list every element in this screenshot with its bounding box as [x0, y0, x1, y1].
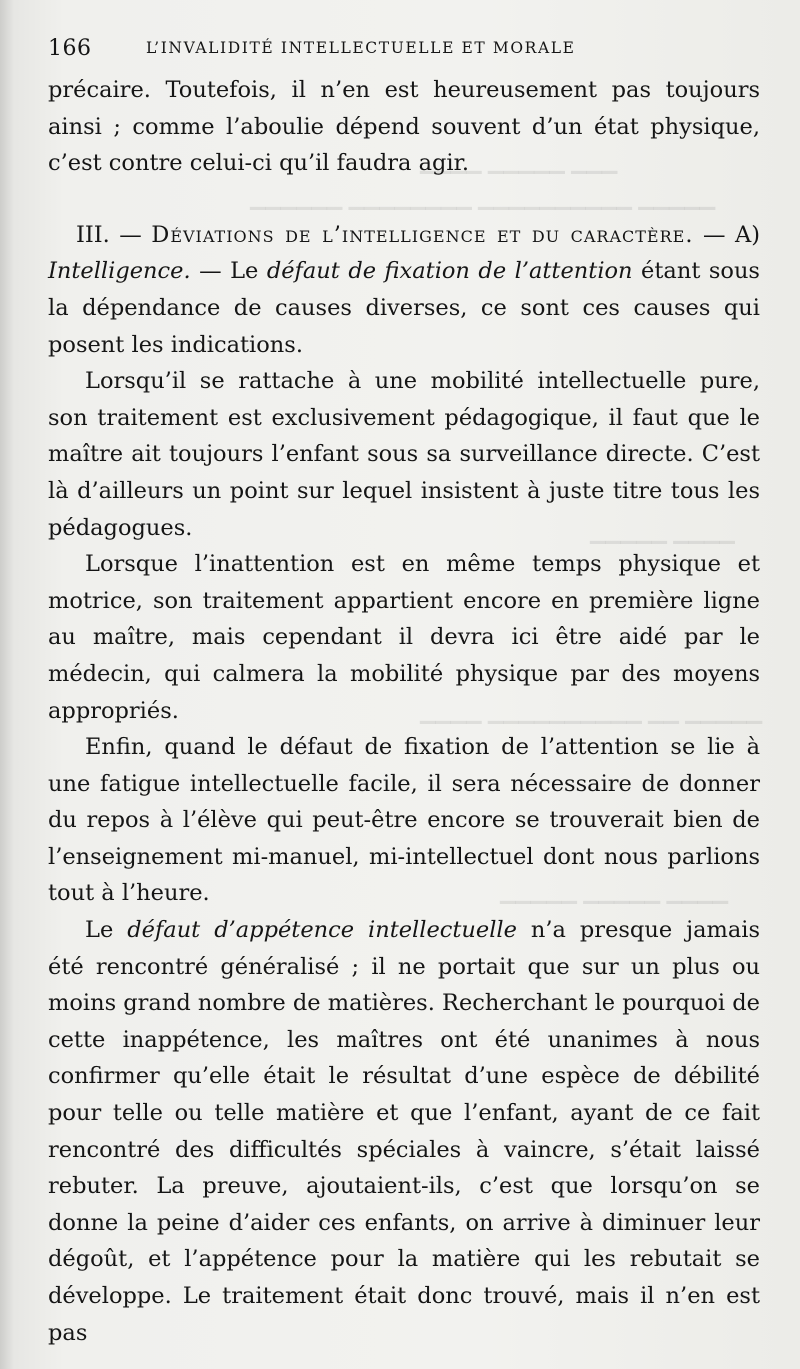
section-heading-paragraph: [48, 217, 760, 363]
paragraph-lead: Le: [230, 258, 267, 285]
show-through-texture: ▁▁▁▁ ▁▁▁▁▁: [590, 520, 735, 544]
paragraph: [48, 912, 760, 1351]
italic-term: défaut d’appétence intellectuelle: [127, 917, 517, 944]
heading-dash: —: [693, 221, 735, 248]
show-through-texture: ▁▁▁▁▁ ▁▁ ▁▁▁▁▁▁▁▁▁▁ ▁▁▁▁: [420, 700, 763, 724]
paragraph: Enfin, quand le défaut de fixation de l’attention se lie à une fatigue intellectuelle facile, il sera nécessaire de donner du repos à l’élève qui peut-être encore se trouverait bien de l’enseignement mi-manuel, mi-intellectuel dont nous parlions tout à l’heure.: [48, 734, 760, 907]
paragraph-text: étant sous la dépendance de causes diverses, ce sont ces causes qui posent les indications.: [48, 258, 760, 358]
page-header: [48, 36, 778, 64]
show-through-texture: ▁▁▁▁ ▁▁▁▁▁ ▁▁▁▁▁: [500, 880, 729, 904]
subsection-label: A): [734, 221, 760, 248]
subsection-title: Intelligence.: [48, 258, 191, 285]
italic-term: défaut de fixation de l’attention: [266, 258, 633, 285]
heading-dash: —: [190, 258, 231, 285]
paragraph: Lorsque l’inattention est en même temps physique et motrice, son traitement appartient encore en première ligne au maître, mais cependant il devra ici être aidé par le médecin, qui calmera la mobilité physique par des moyens appropriés.: [48, 551, 760, 724]
show-through-texture: ▁▁▁ ▁▁▁▁▁ ▁▁▁▁: [420, 150, 618, 174]
page-number: 166: [48, 36, 92, 61]
paragraph-continuation: précaire. Toutefois, il n’en est heureusement pas toujours ainsi ; comme l’aboulie dépend souvent d’un état physique, c’est contre celui-ci qu’il faudra agir.: [48, 77, 760, 177]
page-gutter-shadow: [0, 0, 14, 1369]
section-title: Déviations de l’intelligence et du caractère.: [151, 221, 694, 248]
section-number: III. —: [76, 221, 152, 248]
paragraph-lead: Le: [85, 917, 128, 944]
paragraph: Lorsqu’il se rattache à une mobilité intellectuelle pure, son traitement est exclusivement pédagogique, il faut que le maître ait toujours l’enfant sous sa surveillance directe. C’est là d’ailleurs un point sur lequel insistent à juste titre tous les pédagogues.: [48, 368, 760, 541]
paragraph-text: n’a presque jamais été rencontré généralisé ; il ne portait que sur un plus ou moins grand nombre de matières. Recherchant le pourquoi de cette inappétence, les maîtres ont été unanimes à nous confirmer qu’elle était le résultat d’une espèce de débilité pour telle ou telle matière et que l’enfant, ayant de ce fait rencontré des difficultés spéciales à vaincre, s’était laissé rebuter. La preuve, ajoutaient-ils, c’est que lorsqu’on se donne la peine d’aider ces enfants, on arrive à diminuer leur dégoût, et l’appétence pour la matière qui les rebutait se développe. Le traitement était donc trouvé, mais il n’en est pas: [48, 917, 760, 1346]
page-body: [48, 72, 763, 1351]
running-title: L’INVALIDITÉ INTELLECTUELLE ET MORALE: [146, 39, 576, 57]
show-through-texture: ▁▁▁▁▁ ▁▁▁▁▁▁▁▁▁▁ ▁▁▁▁▁▁▁▁ ▁▁▁▁▁▁: [250, 186, 716, 210]
